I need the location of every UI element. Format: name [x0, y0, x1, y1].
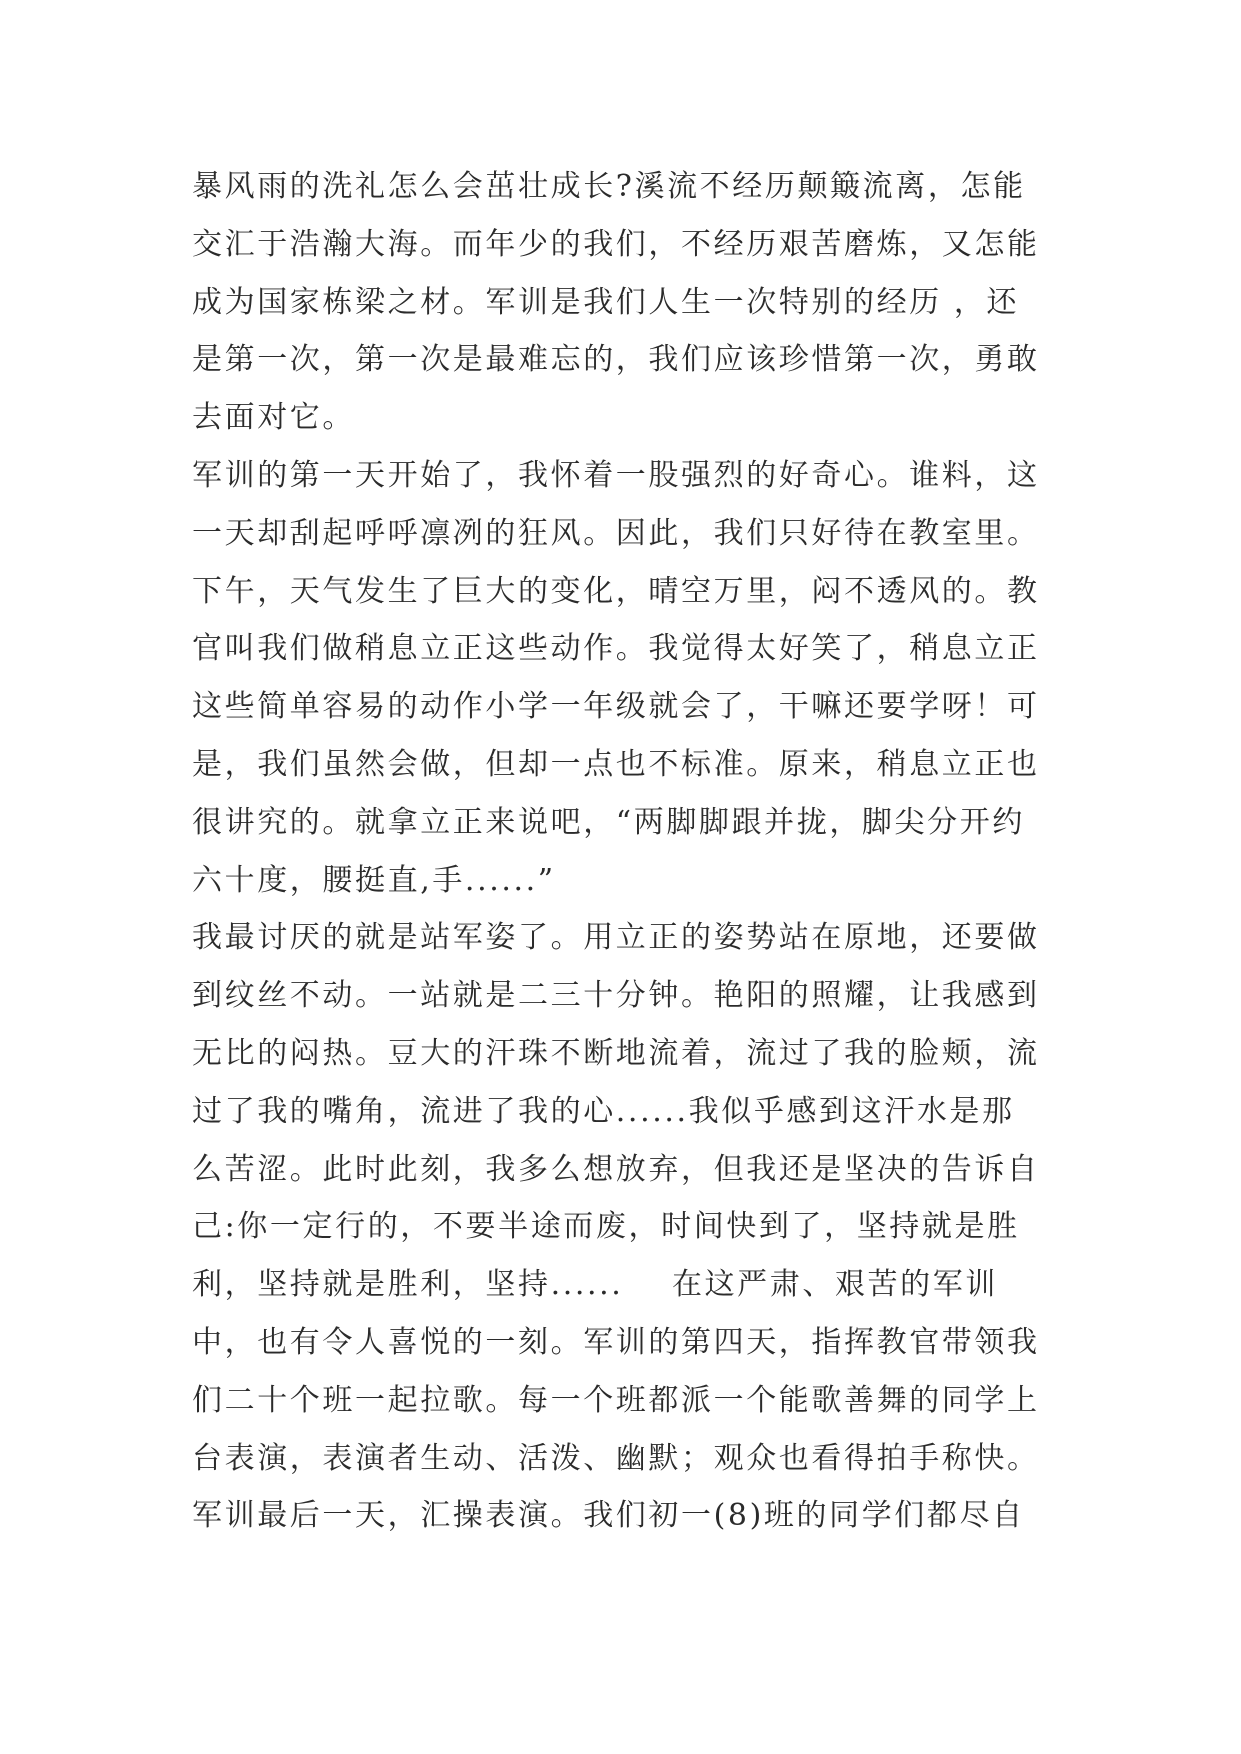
text-line: 台表演，表演者生动、活泼、幽默；观众也看得拍手称快。 [192, 1440, 1040, 1476]
text-line: 交汇于浩瀚大海。而年少的我们，不经历艰苦磨炼，又怎能 [192, 226, 1040, 262]
text-line: 们二十个班一起拉歌。每一个班都派一个能歌善舞的同学上 [192, 1382, 1040, 1418]
text-line: 中，也有令人喜悦的一刻。军训的第四天，指挥教官带领我 [192, 1324, 1040, 1360]
text-line: 成为国家栋梁之材。军训是我们人生一次特别的经历 ，还 [192, 284, 1020, 320]
body-text [192, 158, 1072, 1545]
text-line: 去面对它。 [192, 400, 355, 436]
text-line: 我最讨厌的就是站军姿了。用立正的姿势站在原地，还要做 [192, 920, 1040, 956]
text-line: 么苦涩。此时此刻，我多么想放弃，但我还是坚决的告诉自 [192, 1151, 1040, 1187]
text-line: 军训最后一天，汇操表演。我们初一(8)班的同学们都尽自 [192, 1498, 1025, 1534]
text-line: 己:你一定行的，不要半途而废，时间快到了，坚持就是胜 [192, 1209, 1020, 1245]
text-line: 六十度，腰挺直,手......” [192, 862, 556, 898]
text-line: 下午，天气发生了巨大的变化，晴空万里，闷不透风的。教 [192, 573, 1040, 609]
text-line: 官叫我们做稍息立正这些动作。我觉得太好笑了，稍息立正 [192, 631, 1040, 667]
text-line: 很讲究的。就拿立正来说吧，“两脚脚跟并拢，脚尖分开约 [192, 804, 1025, 840]
text-line: 是，我们虽然会做，但却一点也不标准。原来，稍息立正也 [192, 746, 1040, 782]
text-line: 过了我的嘴角，流进了我的心......我似乎感到这汗水是那 [192, 1093, 1015, 1129]
text-line: 这些简单容易的动作小学一年级就会了，干嘛还要学呀！可 [192, 689, 1040, 725]
text-line: 利，坚持就是胜利，坚持...... 在这严肃、艰苦的军训 [192, 1267, 998, 1303]
text-line: 是第一次，第一次是最难忘的，我们应该珍惜第一次，勇敢 [192, 342, 1040, 378]
text-line: 一天却刮起呼呼凛冽的狂风。因此，我们只好待在教室里。 [192, 515, 1040, 551]
text-line: 暴风雨的洗礼怎么会茁壮成长?溪流不经历颠簸流离，怎能 [192, 169, 1026, 204]
text-line: 到纹丝不动。一站就是二三十分钟。艳阳的照耀，让我感到 [192, 978, 1040, 1014]
text-line: 军训的第一天开始了，我怀着一股强烈的好奇心。谁料，这 [192, 457, 1040, 493]
text-line: 无比的闷热。豆大的汗珠不断地流着，流过了我的脸颊，流 [192, 1035, 1040, 1071]
